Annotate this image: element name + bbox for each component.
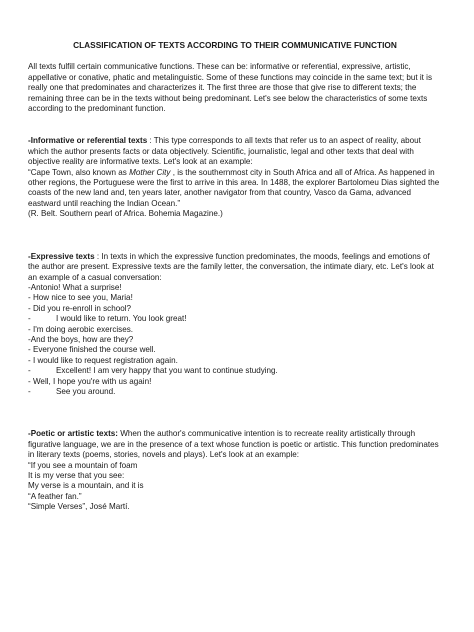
poem-line: My verse is a mountain, and it is (28, 481, 144, 491)
poem-source: “Simple Verses”, José Martí. (28, 502, 130, 512)
dialogue-line: - How nice to see you, Maria! (28, 293, 133, 303)
dialogue-line: - Well, I hope you're with us again! (28, 376, 152, 386)
quote-italic-name: Mother City (129, 167, 171, 177)
informative-section (28, 136, 442, 219)
poetic-section (28, 429, 442, 512)
dialogue-line: - Everyone finished the course well. (28, 345, 156, 355)
informative-quote (28, 168, 442, 210)
dialogue-line (28, 387, 442, 397)
intro-paragraph: All texts fulfill certain communicative functions. These can be: informative or referential, expressive, artistic, appellative or conative, phatic and metalinguistic. Some of these functions may coincide in the same text; but it is really one that predominates and characterizes it. The first three are those that give rise to different texts; the remaining three can be in the texts without being predominant. Let's see below the characteristics of some texts according to the predominant function. (28, 62, 433, 114)
quote-text-end: , is the southernmost city in South Africa and all of Africa. As happened in other regions, the Portuguese were the first to arrive in this area. In 1488, the explorer Bartolomeu Dias sighted the coasts of the new land and, ten years later, another navigator from that country, Vasco da Gama, advanced eastward until reaching the Indian Ocean.” (28, 167, 440, 208)
expressive-section (28, 252, 442, 398)
dialogue-text: See you around. (56, 386, 116, 396)
expressive-body: : In texts in which the expressive function predominates, the moods, feelings and emotions of the author are present. Expressive texts are the family letter, the conversation, the intimate diary, etc. Let's look at an example of a casual conversation: (28, 251, 434, 282)
informative-heading: -Informative or referential texts (28, 136, 148, 146)
informative-source: (R. Belt. Southern pearl of Africa. Bohemia Magazine.) (28, 209, 223, 219)
dialogue-line: - Did you re-enroll in school? (28, 303, 132, 313)
poetic-heading: -Poetic or artistic texts: (28, 429, 118, 439)
poem-line: It is my verse that you see: (28, 471, 125, 480)
dialogue-line: - I'm doing aerobic exercises. (28, 324, 134, 334)
expressive-paragraph (28, 252, 442, 283)
poem-line: “If you see a mountain of foam (28, 460, 138, 470)
dialogue-line: - I would like to request registration again. (28, 355, 178, 365)
document-title: CLASSIFICATION OF TEXTS ACCORDING TO THEIR COMMUNICATIVE FUNCTION (73, 40, 397, 50)
dialogue-dash: - (28, 366, 31, 376)
dialogue-dash: - (28, 386, 31, 396)
dialogue-text: I would like to return. You look great! (56, 314, 187, 324)
poetic-paragraph (28, 429, 442, 460)
quote-text-start: “Cape Town, also known as (28, 167, 130, 177)
dialogue-line (28, 366, 442, 376)
informative-body: : This type corresponds to all texts that refer us to an aspect of reality, about which the author presents facts or data objectively. Scientific, journalistic, legal and other texts that deal with objective reality are informative texts. Let's look at an example: (28, 136, 421, 167)
dialogue-dash: - (28, 314, 31, 324)
expressive-heading: -Expressive texts (28, 251, 95, 261)
dialogue-line: -Antonio! What a surprise! (28, 282, 122, 292)
dialogue-text: Excellent! I am very happy that you want to continue studying. (56, 366, 278, 376)
poem-line: “A feather fan.” (28, 491, 82, 501)
dialogue-line: -And the boys, how are they? (28, 334, 134, 344)
informative-paragraph (28, 136, 442, 167)
dialogue-line (28, 314, 442, 324)
poetic-body: When the author's communicative intention is to recreate reality artistically through figurative language, we are in the presence of a text whose function is poetic or artistic. This function predominates in literary texts (poems, stories, novels and plays). Let's look at an example: (28, 429, 439, 460)
